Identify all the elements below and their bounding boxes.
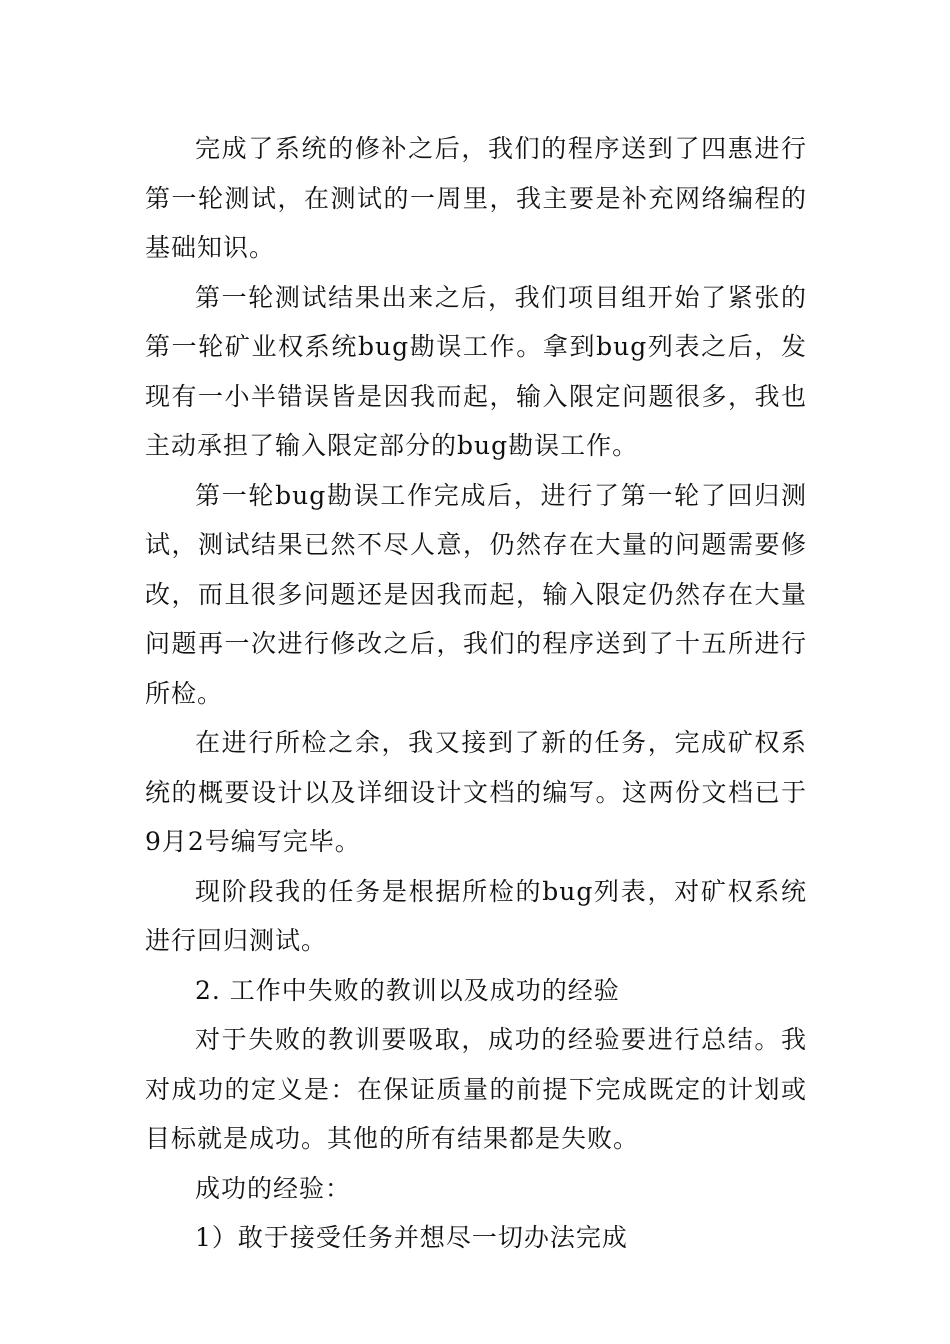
document-body [145,124,807,1263]
paragraph-3: 第一轮bug勘误工作完成后，进行了第一轮了回归测试，测试结果已然不尽人意，仍然存在大量的问题需要修改，而且很多问题还是因我而起，输入限定仍然存在大量问题再一次进行修改之后，我们的程序送到了十五所进行所检。 [145,480,807,708]
paragraph-7: 成功的经验： [195,1173,352,1203]
list-item-1: 1）敢于接受任务并想尽一切办法完成 [195,1223,628,1252]
paragraph-2: 第一轮测试结果出来之后，我们项目组开始了紧张的第一轮矿业权系统bug勘误工作。拿到bug列表之后，发现有一小半错误皆是因我而起，输入限定问题很多，我也主动承担了输入限定部分的bug勘误工作。 [145,282,807,460]
paragraph-1: 完成了系统的修补之后，我们的程序送到了四惠进行第一轮测试，在测试的一周里，我主要是补充网络编程的基础知识。 [145,134,807,262]
paragraph-5: 现阶段我的任务是根据所检的bug列表，对矿权系统进行回归测试。 [145,876,807,955]
paragraph-4: 在进行所检之余，我又接到了新的任务，完成矿权系统的概要设计以及详细设计文档的编写。这两份文档已于9月2号编写完毕。 [145,728,807,856]
paragraph-6: 对于失败的教训要吸取，成功的经验要进行总结。我对成功的定义是：在保证质量的前提下完成既定的计划或目标就是成功。其他的所有结果都是失败。 [145,1025,807,1153]
section-heading: 2. 工作中失败的教训以及成功的经验 [195,975,620,1005]
